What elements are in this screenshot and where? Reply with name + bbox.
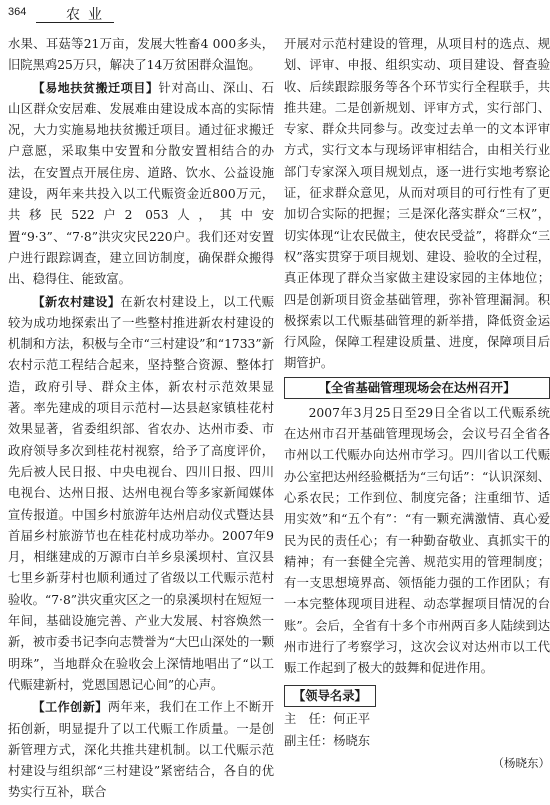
section-banner-leaders: 【领导名录】 (284, 685, 376, 707)
page-number: 364 (8, 6, 27, 18)
section-tag-new-village: 【新农村建设】 (32, 294, 121, 309)
paragraph-innovation-continued: 开展对示范村建设的管理，从项目村的选点、规划、评审、申报、组织实动、项目建设、督查验收、后续跟踪服务等各个环节实行全程联手，共推共建。二是创新规划、评审方式，实行部门、专家、群众共同参与。改变过去单一的文本评审方式，实行文本与现场评审相结合，由相关行业部门专家深入项目规划点，逐一进行实地考察论证，征求群众意见，从而对项目的可行性有了更加切合实际的把握；三是深化落实群众“三权”，切实体现“让农民做主，使农民受益”，将群众“三权”落实贯穿于项目规划、建设、验收的全过程，真正体现了群众当家做主建设家园的主体地位；四是创新项目资金基础管理，弥补管理漏洞。积极探索以工代赈基础管理的新举措，降低资金运行风险，保障工程建设质量、进度，保障项目后期管护。 (284, 37, 550, 371)
right-column (284, 34, 550, 776)
paragraph-meeting: 2007年3月25日至29日全省以工代赈系统在达州市召开基础管理现场会，会议号召全省各市州以工代赈办向达州市学习。四川省以工代赈办公室把达州经验概括为“三句话”：“认识深刻、心系农民；工作到位、制度完备；注重细节、适用实效”和“五个有”：“有一颗充满激情、真心爱民为民的责任心；有一种勤奋敬业、真抓实干的精神；有一套健全完善、规范实用的管理制度；有一支思想境界高、领悟能力强的工作团队；有一本完整体现项目进程、动态掌握项目情况的台账”。会后，全省有十多个市州两百多人陆续到达州市进行了考察学习，这次会议对达州市以工代赈工作起到了极大的鼓舞和促进作用。 (284, 405, 550, 676)
header-rule (36, 22, 114, 23)
paragraph-innovation (8, 697, 274, 803)
paragraph-new-village-text: 在新农村建设上，以工代赈较为成功地探索出了一些整村推进新农村建设的机制和方法，积极与全市“三村建设”和“1733”新农村示范工程结合起来，坚持整合资源、整体打造，政府引导、群众主体，新农村示范效果显著。率先建成的项目示范村—达县赵家镇桂花村效果显著，省委组织部、省农办、达州市委、市政府领导多次到桂花村视察，给予了高度评价，先后被人民日报、中央电视台、四川日报、四川电视台、达州日报、达州电视台等多家新闻媒体宣传报道。中国乡村旅游年达州启动仪式暨达县首届乡村旅游节也在桂花村成功举办。2007年9月，相继建成的万源市白羊乡泉溪坝村、宣汉县七里乡新芽村也顺利通过了省级以工代赈示范村验收。“7·8”洪灾重灾区之一的泉溪坝村在短短一年间，基础设施完善、产业大发展、村容焕然一新，被市委书记李向志赞誉为“大巴山深处的一颗明珠”，当地群众在验收会上深情地唱出了“以工代赈建新村，党恩国恩记心间”的心声。 (8, 294, 274, 692)
author-signature: （杨晓东） (492, 756, 550, 771)
section-tag-innovation: 【工作创新】 (32, 700, 108, 715)
section-banner-meeting: 【全省基础管理现场会在达州召开】 (284, 377, 550, 399)
paragraph-intro: 水果、耳菇等21万亩，发展大牲畜4 000多头，旧院黑鸡25万只，解决了14万贫困群众温饱。 (8, 37, 274, 73)
page-header (8, 4, 542, 22)
left-column (8, 34, 274, 805)
paragraph-innovation-text: 两年来，我们在工作上不断开拓创新，明显提升了以工代赈工作质量。一是创新管理方式，深化共推共建机制。以工代赈示范村建设与组织部“三村建设”紧密结合，各自的优势实行互补，联合 (8, 700, 274, 800)
paragraph-relocation-text: 针对高山、深山、石山区群众安居难、发展难由建设成本高的实际情况，大力实施易地扶贫搬迁项目。通过征求搬迁户意愿，采取集中安置和分散安置相结合的办法，在安置点开展住房、道路、饮水、公益设施建设，两年来共投入以工代赈资金近800万元，共移民522户2 053人，其中安置“9·3”、“7·8”洪灾灾民220户。我们还对安置户进行跟踪调查，建立回访制度，确保群众搬得出、稳得住、能致富。 (8, 80, 274, 287)
leader-deputy: 副主任：杨晓东 (284, 733, 371, 748)
section-title: 农业 (66, 7, 110, 23)
paragraph-relocation (8, 78, 274, 291)
section-tag-relocation: 【易地扶贫搬迁项目】 (32, 80, 159, 95)
leader-director: 主 任：何正平 (284, 711, 371, 726)
paragraph-new-village (8, 292, 274, 697)
